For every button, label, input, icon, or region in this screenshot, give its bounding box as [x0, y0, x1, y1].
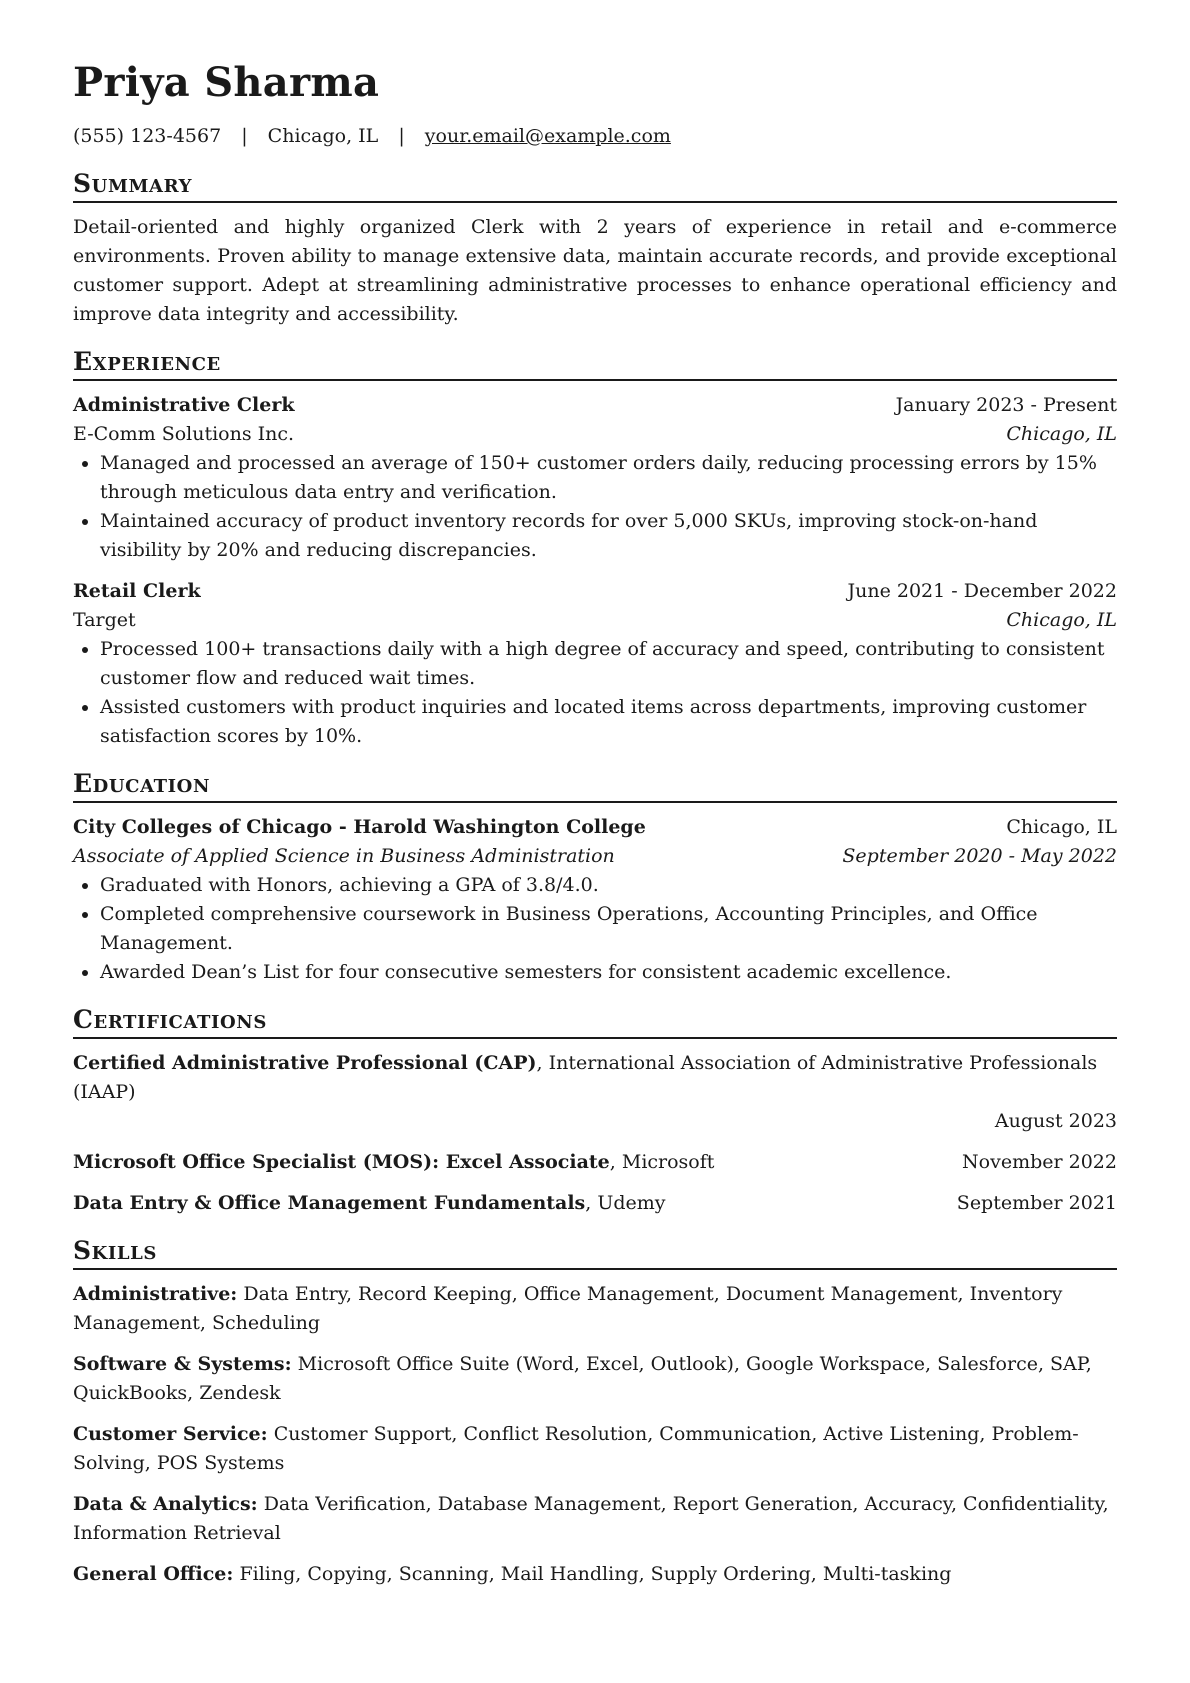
skill-values: Microsoft Office Suite (Word, Excel, Outlook), Google Workspace, Salesforce, SAP, QuickBooks, Zendesk: [73, 1353, 1092, 1404]
list-item: • Managed and processed an average of 150+ customer orders daily, reducing processing errors by 15% through meticulous data entry and verification.: [100, 449, 1117, 507]
skill-values: Customer Support, Conflict Resolution, Communication, Active Listening, Problem-Solving, POS Systems: [73, 1423, 1079, 1474]
list-item: • Graduated with Honors, achieving a GPA of 3.8/4.0.: [100, 871, 1117, 900]
skill-group: [73, 1420, 1117, 1478]
skill-values: Data Verification, Database Management, Report Generation, Accuracy, Confidentiality, Information Retrieval: [73, 1493, 1109, 1544]
list-item: • Assisted customers with product inquiries and located items across departments, improving customer satisfaction scores by 10%.: [100, 693, 1117, 751]
section-title-summary: Summary: [73, 169, 1117, 203]
skill-group: [73, 1560, 1117, 1589]
bullet-list: [73, 635, 1117, 751]
certification-name: Data Entry & Office Management Fundamentals: [73, 1192, 586, 1214]
email-link[interactable]: your.email@example.com: [424, 125, 671, 147]
summary-text: Detail-oriented and highly organized Clerk with 2 years of experience in retail and e-commerce environments. Proven ability to manage extensive data, maintain accurate records, and provide exceptional customer support. Adept at streamlining administrative processes to enhance operational efficiency and improve data integrity and accessibility.: [73, 216, 1117, 325]
skill-values: Data Entry, Record Keeping, Office Management, Document Management, Inventory Management, Scheduling: [73, 1283, 1063, 1334]
candidate-name: Priya Sharma: [73, 59, 380, 106]
section-title-experience: Experience: [73, 347, 1117, 381]
certification-date: November 2022: [962, 1151, 1117, 1173]
bullet-list: [73, 871, 1117, 987]
certification-issuer: , Udemy: [585, 1192, 666, 1214]
experience-subheader: [73, 420, 1117, 449]
education-dates: September 2020 - May 2022: [842, 845, 1117, 867]
certification-line: [73, 1049, 1117, 1107]
certification-date: August 2023: [994, 1110, 1117, 1132]
bullet-list: [73, 449, 1117, 565]
experience-entry: [73, 391, 1117, 565]
job-dates: January 2023 - Present: [895, 394, 1117, 416]
experience-header: [73, 577, 1117, 606]
contact-separator: |: [241, 125, 248, 147]
location: Chicago, IL: [267, 125, 379, 147]
experience-header: [73, 391, 1117, 420]
job-title: Administrative Clerk: [73, 394, 295, 416]
skill-label: Software & Systems:: [73, 1353, 292, 1375]
skill-label: Data & Analytics:: [73, 1493, 258, 1515]
skill-label: Customer Service:: [73, 1423, 268, 1445]
section-title-education: Education: [73, 769, 1117, 803]
contact-separator: |: [398, 125, 405, 147]
list-item: • Processed 100+ transactions daily with a high degree of accuracy and speed, contributing to consistent customer flow and reduced wait times.: [100, 635, 1117, 693]
company-name: E-Comm Solutions Inc.: [73, 423, 295, 445]
phone-number: (555) 123-4567: [73, 125, 222, 147]
skill-group: [73, 1350, 1117, 1408]
certification-issuer: , International Association of Administrative Professionals (IAAP): [73, 1052, 1098, 1103]
skill-label: General Office:: [73, 1563, 234, 1585]
list-item: • Maintained accuracy of product inventory records for over 5,000 SKUs, improving stock-on-hand visibility by 20% and reducing discrepancies.: [100, 507, 1117, 565]
skill-values: Filing, Copying, Scanning, Mail Handling, Supply Ordering, Multi-tasking: [233, 1563, 952, 1585]
job-title: Retail Clerk: [73, 580, 201, 602]
job-location: Chicago, IL: [1006, 609, 1117, 631]
section-title-skills: Skills: [73, 1236, 1117, 1270]
education-subheader: [73, 842, 1117, 871]
certification-date: September 2021: [956, 1192, 1117, 1214]
degree-name: Associate of Applied Science in Business Administration: [73, 845, 615, 867]
certification-entry: [73, 1148, 1117, 1177]
school-location: Chicago, IL: [1006, 816, 1117, 838]
certification-entry: [73, 1189, 1117, 1218]
skill-group: [73, 1280, 1117, 1338]
education-header: [73, 813, 1117, 842]
skill-group: [73, 1490, 1117, 1548]
certification-name: Microsoft Office Specialist (MOS): Excel Associate: [73, 1151, 610, 1173]
section-title-certifications: Certifications: [73, 1005, 1117, 1039]
list-item: • Awarded Dean’s List for four consecutive semesters for consistent academic excellence.: [100, 958, 1117, 987]
certification-line: [73, 1189, 666, 1218]
company-name: Target: [73, 609, 136, 631]
certification-issuer: , Microsoft: [609, 1151, 715, 1173]
experience-subheader: [73, 606, 1117, 635]
experience-entry: [73, 577, 1117, 751]
contact-line: [73, 122, 1117, 151]
certification-line: [73, 1148, 714, 1177]
school-name: City Colleges of Chicago - Harold Washington College: [73, 816, 646, 838]
certification-entry: [73, 1049, 1117, 1136]
certification-name: Certified Administrative Professional (CAP): [73, 1052, 537, 1074]
education-entry: [73, 813, 1117, 987]
job-dates: June 2021 - December 2022: [847, 580, 1117, 602]
skill-label: Administrative:: [73, 1283, 238, 1305]
list-item: • Completed comprehensive coursework in Business Operations, Accounting Principles, and Office Management.: [100, 900, 1117, 958]
job-location: Chicago, IL: [1006, 423, 1117, 445]
